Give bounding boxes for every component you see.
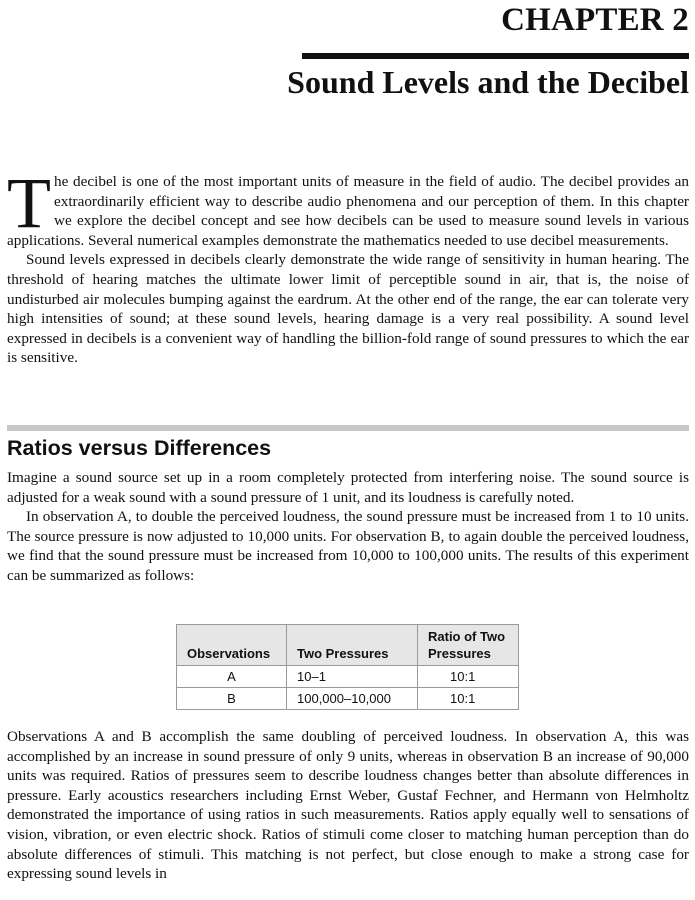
section-divider [7, 425, 689, 431]
table-cell: B [177, 688, 287, 710]
table-header-ratio: Ratio of Two Pressures [418, 625, 519, 666]
intro-section [7, 163, 689, 368]
section-paragraph-1: Imagine a sound source set up in a room completely protected from interfering noise. The sound source is adjusted for a weak sound with a sound pressure of 1 unit, and its loudness is carefully noted. [7, 469, 689, 506]
chapter-label: CHAPTER 2 [501, 2, 689, 38]
table-header-observations: Observations [177, 625, 287, 666]
table-cell: 10:1 [418, 688, 519, 710]
intro-paragraph-1: he decibel is one of the most important units of measure in the field of audio. The decibel provides an extraordinarily efficient way to describe audio phenomena and our perception of them. In this chapter we explore the decibel concept and see how decibels can be used to measure sound levels in various applications. Several numerical examples demonstrate the mathematics needed to use decibel measurements. [7, 173, 689, 249]
table-row [177, 666, 519, 688]
section-heading: Ratios versus Differences [7, 436, 272, 460]
section-body-top [7, 468, 689, 586]
table-header-two-pressures: Two Pressures [287, 625, 418, 666]
drop-cap: T [7, 163, 51, 243]
section-paragraph-3: Observations A and B accomplish the same doubling of perceived loudness. In observation A, this was accomplished by an increase in sound pressure of only 9 units, whereas in observation B an increase of 90,000 units was required. Ratios of pressures seem to describe loudness changes better than absolute differences in pressure. Early acoustics researchers including Ernst Weber, Gustaf Fechner, and Hermann von Helmholtz demonstrated the importance of using ratios in such measurements. Ratios apply equally well to sensations of vision, vibration, or even electric shock. Ratios of stimuli come closer to matching human perception than do absolute differences of stimuli. This matching is not perfect, but close enough to make a strong case for expressing sound levels in [7, 728, 689, 883]
table-header-row [177, 625, 519, 666]
chapter-rule [302, 53, 689, 59]
observations-table [176, 624, 519, 710]
intro-paragraph-2: Sound levels expressed in decibels clearly demonstrate the wide range of sensitivity in human hearing. The threshold of hearing matches the ultimate lower limit of perceptible sound in air, that is, the noise of undisturbed air molecules bumping against the eardrum. At the other end of the range, the ear can tolerate very high intensities of sound; at these sound levels, hearing damage is a very real possibility. A sound level expressed in decibels is a convenient way of handling the billion-fold range of sound pressures to which the ear is sensitive. [7, 251, 689, 367]
table-cell: 10–1 [287, 666, 418, 688]
section-body-bottom [7, 727, 689, 884]
chapter-title: Sound Levels and the Decibel [287, 64, 689, 100]
table-cell: 10:1 [418, 666, 519, 688]
section-paragraph-2: In observation A, to double the perceived loudness, the sound pressure must be increased from 1 to 10 units. The source pressure is now adjusted to 10,000 units. For observation B, to again double the perceived loudness, we find that the sound pressure must be increased from 10,000 to 100,000 units. The results of this experiment can be summarized as follows: [7, 508, 689, 584]
table-row [177, 688, 519, 710]
table-cell: 100,000–10,000 [287, 688, 418, 710]
table-cell: A [177, 666, 287, 688]
